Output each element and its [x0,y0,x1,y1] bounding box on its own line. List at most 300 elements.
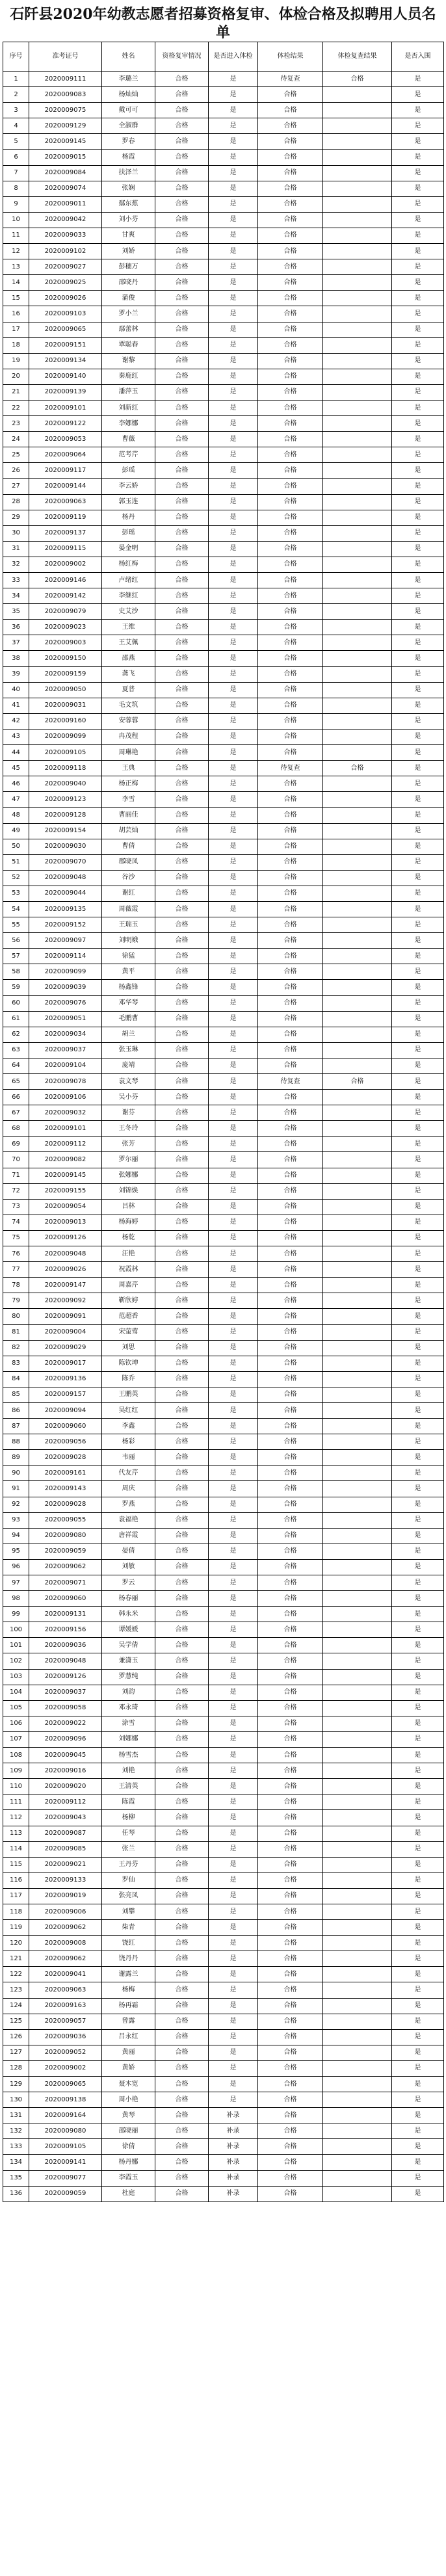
cell-qualification-review: 合格 [155,1669,209,1685]
cell-medical-recheck-result [323,776,392,792]
cell-qualification-review: 合格 [155,573,209,588]
cell-qualification-review: 合格 [155,1920,209,1936]
cell-name: 郡晓凤 [102,854,155,870]
cell-shortlisted: 是 [392,2186,444,2201]
table-row [3,949,444,964]
cell-medical-exam-result: 合格 [258,886,323,901]
cell-qualification-review: 合格 [155,745,209,761]
cell-medical-recheck-result [323,823,392,839]
cell-medical-recheck-result [323,604,392,620]
cell-exam-number: 2020009161 [29,1465,102,1481]
table-row [3,1497,444,1512]
cell-name: 张玉琳 [102,1042,155,1058]
cell-medical-exam-result: 合格 [258,525,323,541]
cell-exam-number: 2020009036 [29,1638,102,1653]
table-row [3,400,444,415]
cell-name: 王维 [102,620,155,635]
cell-enter-medical-exam: 是 [209,118,258,134]
cell-exam-number: 2020009013 [29,1215,102,1230]
cell-shortlisted: 是 [392,1826,444,1841]
cell-enter-medical-exam: 是 [209,72,258,87]
cell-qualification-review: 合格 [155,1967,209,1982]
cell-exam-number: 2020009080 [29,2123,102,2139]
cell-qualification-review: 合格 [155,1810,209,1826]
cell-index: 28 [3,494,29,510]
table-row [3,494,444,510]
table-row [3,1074,444,1090]
cell-name: 张娴 [102,181,155,196]
cell-exam-number: 2020009056 [29,1434,102,1450]
cell-medical-exam-result: 合格 [258,698,323,713]
cell-exam-number: 2020009092 [29,1293,102,1309]
table-row [3,1700,444,1716]
cell-shortlisted: 是 [392,510,444,525]
cell-name: 罗小兰 [102,306,155,322]
cell-exam-number: 2020009065 [29,2077,102,2092]
cell-exam-number: 2020009022 [29,1716,102,1731]
table-row [3,196,444,212]
cell-name: 饶丹丹 [102,1951,155,1967]
cell-qualification-review: 合格 [155,949,209,964]
cell-shortlisted: 是 [392,1105,444,1121]
cell-qualification-review: 合格 [155,212,209,228]
cell-shortlisted: 是 [392,2077,444,2092]
cell-enter-medical-exam: 补录 [209,2139,258,2155]
cell-shortlisted: 是 [392,1121,444,1137]
table-row [3,1982,444,1998]
cell-exam-number: 2020009123 [29,792,102,808]
cell-index: 116 [3,1873,29,1888]
cell-enter-medical-exam: 是 [209,416,258,432]
cell-medical-exam-result: 合格 [258,1340,323,1356]
table-row [3,1278,444,1293]
cell-exam-number: 2020009053 [29,432,102,447]
cell-exam-number: 2020009002 [29,2060,102,2076]
cell-medical-exam-result: 合格 [258,1011,323,1027]
cell-enter-medical-exam: 是 [209,1888,258,1904]
table-row [3,2186,444,2201]
cell-shortlisted: 是 [392,1215,444,1230]
cell-name: 汪艳 [102,1246,155,1262]
cell-exam-number: 2020009025 [29,275,102,291]
cell-name: 曹薇 [102,432,155,447]
cell-name: 张亮凤 [102,1888,155,1904]
cell-enter-medical-exam: 是 [209,2029,258,2045]
cell-qualification-review: 合格 [155,196,209,212]
cell-enter-medical-exam: 是 [209,400,258,415]
table-row [3,1936,444,1951]
cell-name: 刘攀 [102,1904,155,1919]
cell-enter-medical-exam: 是 [209,729,258,744]
cell-index: 125 [3,2014,29,2029]
cell-medical-exam-result: 合格 [258,322,323,337]
table-row [3,761,444,776]
cell-enter-medical-exam: 是 [209,1810,258,1826]
cell-medical-recheck-result [323,1857,392,1873]
cell-medical-exam-result: 合格 [258,1512,323,1528]
cell-enter-medical-exam: 是 [209,1137,258,1152]
cell-enter-medical-exam: 是 [209,1105,258,1121]
cell-qualification-review: 合格 [155,1512,209,1528]
cell-shortlisted: 是 [392,244,444,259]
cell-qualification-review: 合格 [155,244,209,259]
cell-qualification-review: 合格 [155,2108,209,2123]
cell-shortlisted: 是 [392,259,444,275]
cell-qualification-review: 合格 [155,995,209,1011]
cell-qualification-review: 合格 [155,1841,209,1857]
cell-qualification-review: 合格 [155,494,209,510]
cell-qualification-review: 合格 [155,1387,209,1402]
cell-index: 41 [3,698,29,713]
cell-enter-medical-exam: 是 [209,1011,258,1027]
cell-medical-exam-result: 合格 [258,2014,323,2029]
table-row [3,808,444,823]
cell-shortlisted: 是 [392,353,444,369]
cell-index: 84 [3,1371,29,1387]
cell-medical-recheck-result [323,1168,392,1183]
cell-index: 105 [3,1700,29,1716]
cell-exam-number: 2020009117 [29,463,102,479]
cell-name: 徐倩 [102,2139,155,2155]
table-row [3,118,444,134]
cell-qualification-review: 合格 [155,541,209,557]
cell-medical-exam-result: 合格 [258,1607,323,1622]
cell-index: 32 [3,557,29,572]
cell-name: 任琴 [102,1826,155,1841]
cell-shortlisted: 是 [392,557,444,572]
cell-medical-recheck-result [323,1497,392,1512]
table-row [3,1465,444,1481]
cell-medical-exam-result: 合格 [258,353,323,369]
cell-name: 郭玉连 [102,494,155,510]
cell-medical-recheck-result [323,901,392,917]
cell-medical-recheck-result [323,1998,392,2014]
cell-name: 徐猛 [102,949,155,964]
cell-name: 李鑫 [102,1419,155,1434]
cell-index: 79 [3,1293,29,1309]
cell-index: 16 [3,306,29,322]
cell-medical-exam-result: 待复查 [258,761,323,776]
cell-exam-number: 2020009019 [29,1888,102,1904]
cell-medical-recheck-result [323,1387,392,1402]
table-row [3,1246,444,1262]
cell-enter-medical-exam: 是 [209,196,258,212]
cell-enter-medical-exam: 是 [209,212,258,228]
cell-medical-exam-result: 合格 [258,1936,323,1951]
table-row [3,1371,444,1387]
cell-shortlisted: 是 [392,1904,444,1919]
cell-medical-exam-result: 合格 [258,1090,323,1105]
cell-medical-recheck-result [323,870,392,886]
table-row [3,1888,444,1904]
cell-exam-number: 2020009097 [29,933,102,949]
cell-medical-recheck-result [323,275,392,291]
cell-index: 91 [3,1481,29,1497]
cell-qualification-review: 合格 [155,682,209,698]
cell-enter-medical-exam: 是 [209,1121,258,1137]
cell-shortlisted: 是 [392,1544,444,1559]
cell-medical-recheck-result [323,306,392,322]
cell-index: 43 [3,729,29,744]
cell-medical-recheck-result [323,2092,392,2108]
cell-shortlisted: 是 [392,494,444,510]
cell-enter-medical-exam: 补录 [209,2155,258,2170]
cell-exam-number: 2020009052 [29,2045,102,2060]
cell-name: 罗仙 [102,1873,155,1888]
cell-index: 49 [3,823,29,839]
cell-medical-recheck-result [323,1027,392,1042]
cell-medical-exam-result: 合格 [258,1920,323,1936]
cell-shortlisted: 是 [392,1716,444,1731]
cell-name: 毛鹏曹 [102,1011,155,1027]
table-row [3,886,444,901]
cell-enter-medical-exam: 是 [209,854,258,870]
cell-index: 106 [3,1716,29,1731]
cell-index: 135 [3,2170,29,2186]
cell-medical-exam-result: 合格 [258,432,323,447]
cell-medical-exam-result: 合格 [258,1826,323,1841]
cell-medical-exam-result: 合格 [258,1982,323,1998]
cell-shortlisted: 是 [392,165,444,181]
cell-enter-medical-exam: 是 [209,1700,258,1716]
cell-name: 杨丹 [102,510,155,525]
cell-shortlisted: 是 [392,666,444,682]
cell-shortlisted: 是 [392,181,444,196]
cell-exam-number: 2020009078 [29,1074,102,1090]
cell-enter-medical-exam: 是 [209,870,258,886]
cell-medical-exam-result: 合格 [258,1638,323,1653]
table-row [3,1920,444,1936]
cell-shortlisted: 是 [392,933,444,949]
cell-medical-exam-result: 合格 [258,1763,323,1779]
cell-enter-medical-exam: 是 [209,2045,258,2060]
cell-index: 26 [3,463,29,479]
table-row [3,792,444,808]
cell-enter-medical-exam: 是 [209,964,258,980]
cell-medical-exam-result: 合格 [258,1481,323,1497]
cell-qualification-review: 合格 [155,1074,209,1090]
cell-medical-exam-result: 合格 [258,808,323,823]
table-row [3,1199,444,1215]
cell-exam-number: 2020009006 [29,1904,102,1919]
cell-medical-recheck-result [323,259,392,275]
cell-shortlisted: 是 [392,1873,444,1888]
table-row [3,353,444,369]
cell-index: 130 [3,2092,29,2108]
cell-qualification-review: 合格 [155,776,209,792]
cell-qualification-review: 合格 [155,713,209,729]
cell-name: 聂木宽 [102,2077,155,2092]
cell-exam-number: 2020009101 [29,400,102,415]
table-row [3,1638,444,1653]
cell-medical-recheck-result [323,1340,392,1356]
cell-medical-recheck-result [323,1559,392,1575]
cell-exam-number: 2020009112 [29,1137,102,1152]
cell-name: 柴青 [102,1920,155,1936]
cell-medical-recheck-result [323,1967,392,1982]
cell-exam-number: 2020009101 [29,1121,102,1137]
cell-enter-medical-exam: 是 [209,1951,258,1967]
header-name: 姓名 [102,42,155,72]
cell-medical-recheck-result [323,1779,392,1794]
cell-name: 杨霞 [102,150,155,165]
cell-medical-exam-result: 合格 [258,620,323,635]
cell-qualification-review: 合格 [155,165,209,181]
table-row [3,1857,444,1873]
cell-enter-medical-exam: 补录 [209,2108,258,2123]
cell-shortlisted: 是 [392,823,444,839]
cell-medical-exam-result: 合格 [258,1575,323,1591]
cell-name: 曹丽佳 [102,808,155,823]
cell-medical-exam-result: 合格 [258,1278,323,1293]
cell-exam-number: 2020009064 [29,447,102,463]
cell-medical-recheck-result [323,588,392,604]
cell-enter-medical-exam: 是 [209,369,258,384]
cell-shortlisted: 是 [392,525,444,541]
cell-medical-recheck-result [323,2170,392,2186]
cell-exam-number: 2020009058 [29,1700,102,1716]
cell-name: 代友芹 [102,1465,155,1481]
cell-qualification-review: 合格 [155,1748,209,1763]
cell-index: 124 [3,1998,29,2014]
cell-exam-number: 2020009026 [29,1262,102,1278]
cell-exam-number: 2020009062 [29,1951,102,1967]
cell-medical-recheck-result [323,1402,392,1418]
cell-qualification-review: 合格 [155,1230,209,1246]
cell-index: 113 [3,1826,29,1841]
cell-shortlisted: 是 [392,1262,444,1278]
cell-exam-number: 2020009112 [29,1794,102,1810]
cell-exam-number: 2020009048 [29,870,102,886]
cell-index: 50 [3,839,29,854]
cell-enter-medical-exam: 是 [209,776,258,792]
cell-medical-recheck-result [323,1748,392,1763]
cell-enter-medical-exam: 是 [209,291,258,306]
cell-name: 晏金明 [102,541,155,557]
cell-exam-number: 2020009145 [29,134,102,150]
header-row [3,42,444,72]
cell-medical-recheck-result [323,949,392,964]
cell-medical-exam-result: 合格 [258,1888,323,1904]
cell-medical-exam-result: 合格 [258,1669,323,1685]
cell-exam-number: 2020009045 [29,1748,102,1763]
cell-medical-recheck-result [323,1090,392,1105]
cell-qualification-review: 合格 [155,2077,209,2092]
cell-qualification-review: 合格 [155,980,209,995]
cell-exam-number: 2020009136 [29,1371,102,1387]
cell-medical-recheck-result [323,1716,392,1731]
cell-medical-recheck-result [323,150,392,165]
cell-medical-recheck-result [323,1669,392,1685]
cell-index: 18 [3,337,29,353]
cell-shortlisted: 是 [392,1309,444,1324]
cell-name: 谢红 [102,886,155,901]
cell-enter-medical-exam: 是 [209,1748,258,1763]
cell-index: 52 [3,870,29,886]
cell-index: 12 [3,244,29,259]
cell-shortlisted: 是 [392,118,444,134]
cell-qualification-review: 合格 [155,1607,209,1622]
cell-exam-number: 2020009115 [29,541,102,557]
cell-medical-exam-result: 合格 [258,494,323,510]
table-row [3,2123,444,2139]
cell-enter-medical-exam: 是 [209,1262,258,1278]
cell-medical-recheck-result [323,839,392,854]
cell-medical-recheck-result [323,666,392,682]
cell-enter-medical-exam: 是 [209,1982,258,1998]
cell-exam-number: 2020009017 [29,1356,102,1371]
cell-shortlisted: 是 [392,1700,444,1716]
cell-shortlisted: 是 [392,2092,444,2108]
cell-name: 李继红 [102,588,155,604]
cell-medical-recheck-result [323,1653,392,1669]
table-row [3,432,444,447]
cell-shortlisted: 是 [392,1152,444,1168]
cell-index: 77 [3,1262,29,1278]
table-row [3,1137,444,1152]
cell-qualification-review: 合格 [155,353,209,369]
cell-enter-medical-exam: 是 [209,792,258,808]
cell-shortlisted: 是 [392,134,444,150]
cell-index: 53 [3,886,29,901]
cell-index: 25 [3,447,29,463]
cell-medical-exam-result: 合格 [258,291,323,306]
cell-index: 94 [3,1528,29,1544]
cell-name: 邓永琦 [102,1700,155,1716]
table-row [3,964,444,980]
cell-exam-number: 2020009118 [29,761,102,776]
cell-name: 杨正梅 [102,776,155,792]
cell-index: 24 [3,432,29,447]
table-row [3,2045,444,2060]
cell-index: 55 [3,917,29,933]
cell-medical-exam-result: 合格 [258,901,323,917]
cell-medical-recheck-result [323,353,392,369]
cell-exam-number: 2020009134 [29,353,102,369]
table-row [3,1841,444,1857]
cell-shortlisted: 是 [392,1419,444,1434]
cell-enter-medical-exam: 是 [209,463,258,479]
cell-enter-medical-exam: 是 [209,2092,258,2108]
cell-name: 毛文筑 [102,698,155,713]
table-row [3,525,444,541]
cell-medical-exam-result: 合格 [258,588,323,604]
cell-medical-exam-result: 合格 [258,666,323,682]
cell-name: 龚飞 [102,666,155,682]
cell-enter-medical-exam: 是 [209,1090,258,1105]
cell-qualification-review: 合格 [155,1936,209,1951]
cell-name: 黄琴 [102,2108,155,2123]
cell-medical-recheck-result [323,2108,392,2123]
cell-name: 周庆 [102,1481,155,1497]
cell-medical-recheck-result [323,682,392,698]
cell-shortlisted: 是 [392,839,444,854]
cell-exam-number: 2020009074 [29,181,102,196]
header-qualification-review: 资格复审情况 [155,42,209,72]
cell-exam-number: 2020009071 [29,1575,102,1591]
cell-medical-exam-result: 合格 [258,823,323,839]
cell-qualification-review: 合格 [155,1904,209,1919]
cell-medical-recheck-result [323,384,392,400]
cell-index: 63 [3,1042,29,1058]
cell-medical-recheck-result [323,1293,392,1309]
cell-exam-number: 2020009163 [29,1998,102,2014]
table-row [3,510,444,525]
cell-shortlisted: 是 [392,322,444,337]
cell-shortlisted: 是 [392,212,444,228]
cell-qualification-review: 合格 [155,1027,209,1042]
cell-shortlisted: 是 [392,1230,444,1246]
